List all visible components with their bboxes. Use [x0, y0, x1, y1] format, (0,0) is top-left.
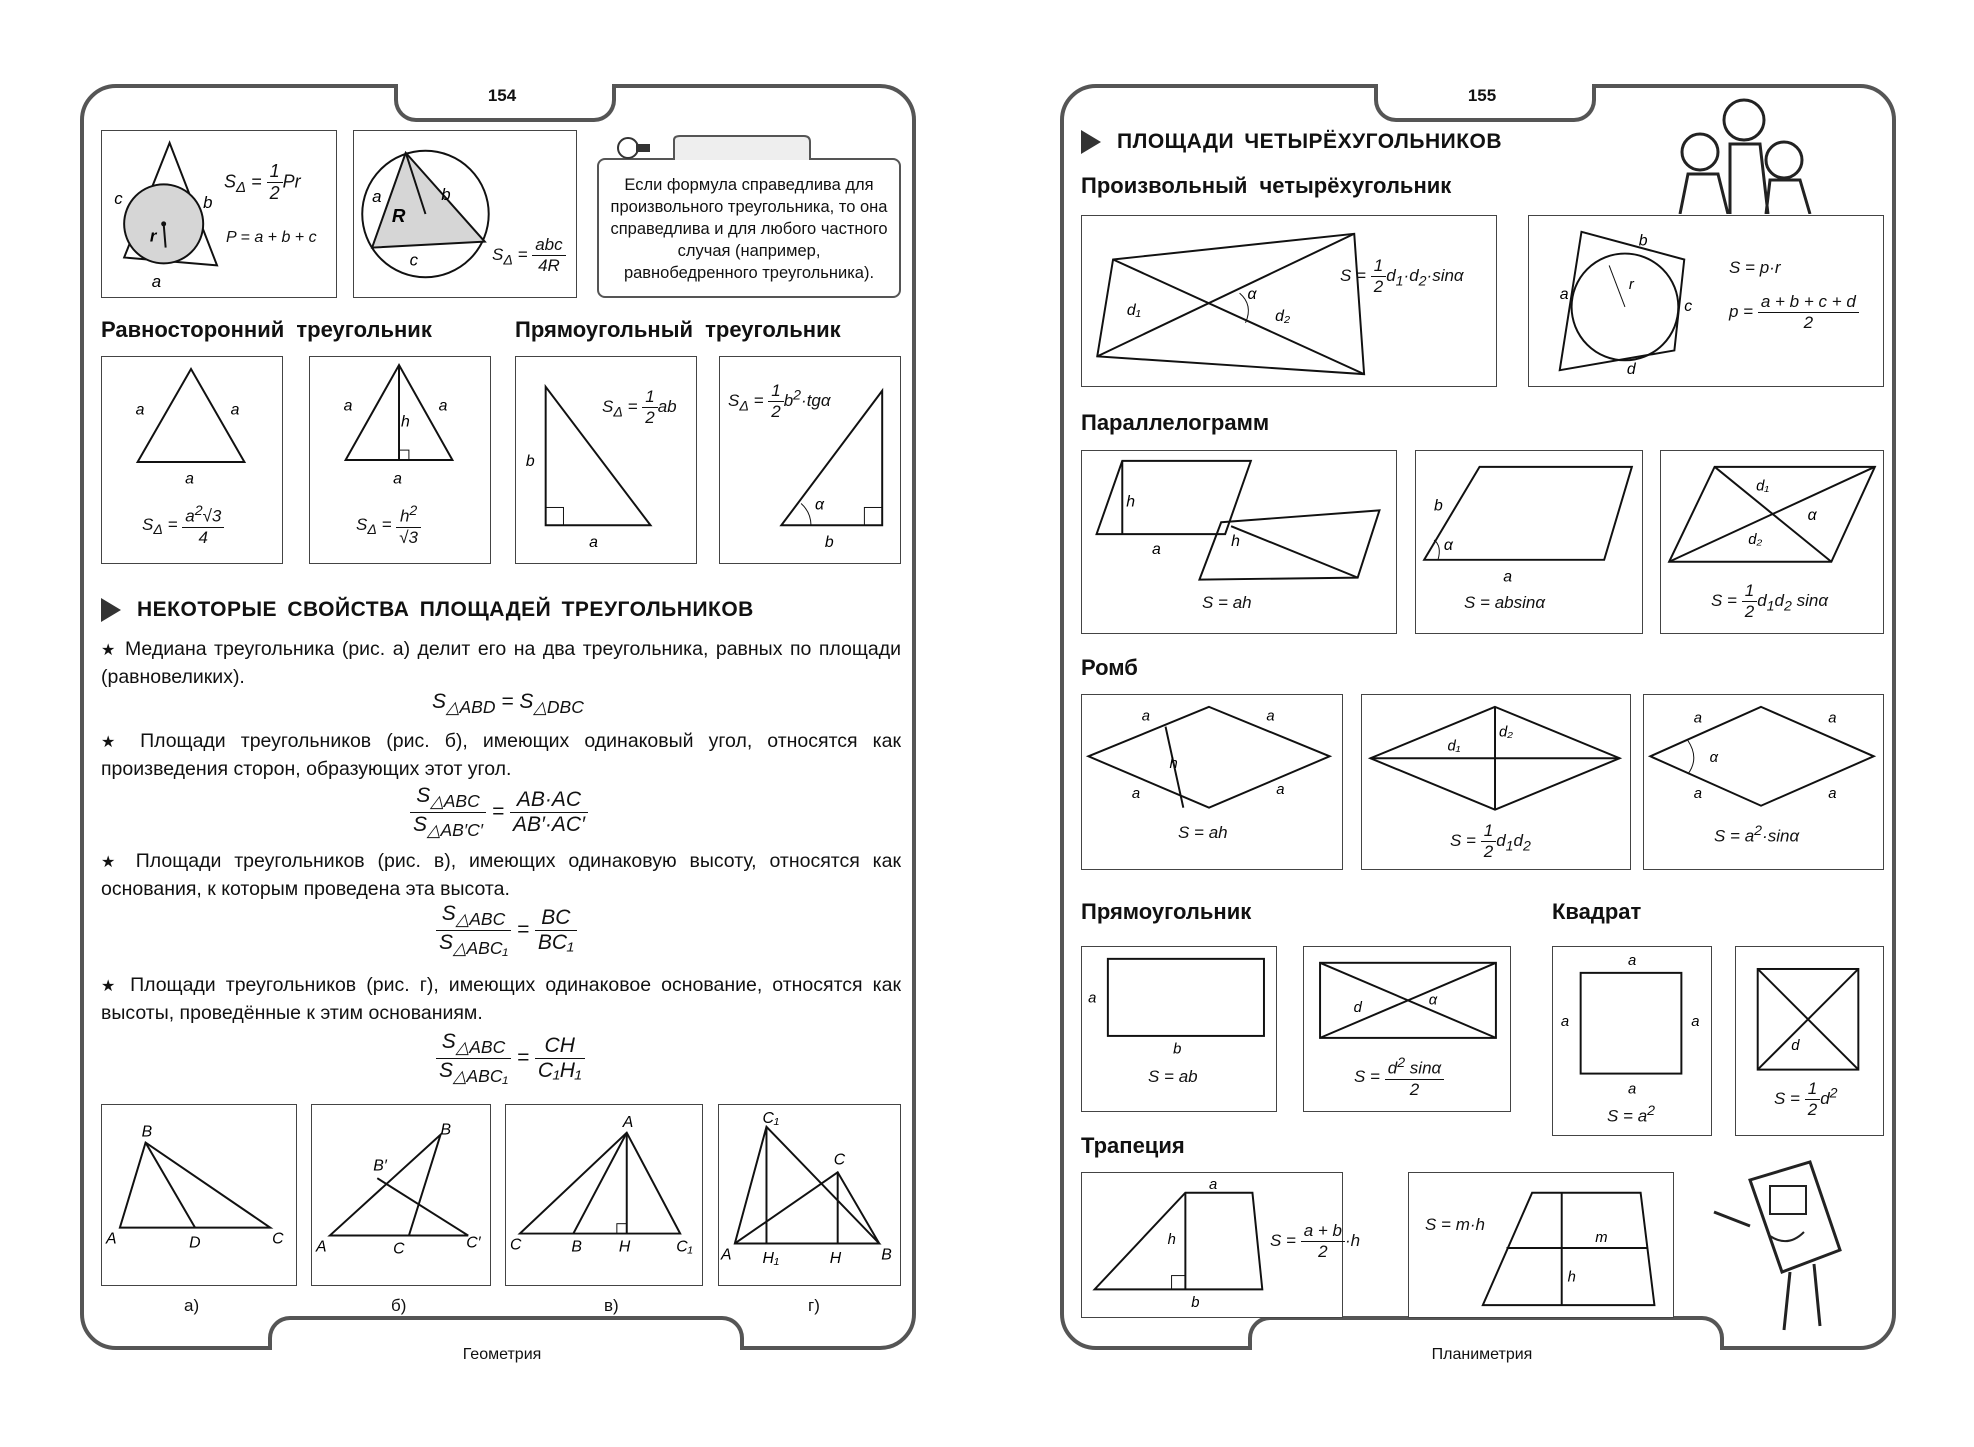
footer-tab: [268, 1316, 744, 1350]
circumscribed-circle-figure: a b c R $S_\Delta$ = $\frac{\text{abc}}{4R}$: [353, 130, 577, 298]
svg-text:A: A: [720, 1246, 732, 1264]
svg-text:b: b: [525, 452, 535, 470]
svg-text:α: α: [1247, 286, 1257, 304]
formula-base: $\frac{S_{\triangle ABC}}{S_{\triangle ABC_1}}$ = $\frac{CH}{\text{C₁H₁}}$: [436, 1030, 585, 1087]
heading-rhombus: Ромб: [1081, 655, 1138, 680]
svg-text:α: α: [1807, 507, 1817, 525]
inscribed-circle-figure: c b a r $S_\Delta$ = $\frac{1}{2}$ Pr P = a + b + c: [101, 130, 337, 298]
svg-text:h: h: [400, 413, 410, 431]
svg-text:a: a: [230, 401, 240, 419]
svg-text:a: a: [1828, 785, 1837, 802]
footer-tab: [1248, 1316, 1724, 1350]
svg-text:h: h: [1167, 1232, 1176, 1249]
svg-text:a: a: [1628, 1081, 1637, 1098]
svg-text:d₁: d₁: [1126, 301, 1141, 319]
svg-text:b: b: [1173, 1041, 1182, 1058]
tip-note: Если формула справедлива для произвольного треугольника, то она справедлива и для любого частного случая (например, равнобедренного треугольника).: [597, 158, 901, 298]
svg-text:C: C: [833, 1151, 846, 1169]
formula-median: $S_{\triangle ABD} = S_{\triangle DBC}$: [432, 690, 584, 718]
rhombus-height-figure: [1081, 694, 1343, 870]
square-diagonal-figure: d S = $\frac{1}{2}$ $d^2$: [1735, 946, 1884, 1136]
section-title-properties: НЕКОТОРЫЕ СВОЙСТВА ПЛОЩАДЕЙ ТРЕУГОЛЬНИКОВ: [101, 598, 754, 622]
svg-text:h: h: [1567, 1269, 1576, 1286]
svg-text:a: a: [1693, 710, 1703, 727]
svg-text:a: a: [1141, 708, 1151, 725]
arbitrary-quad-diagonals-figure: α d₁ d₂ S = $\frac{1}{2}$ $d_1\cdot d_2\cdot\sin\alpha$: [1081, 215, 1497, 387]
svg-text:a: a: [438, 397, 448, 415]
svg-text:D: D: [189, 1234, 201, 1252]
svg-text:r: r: [149, 226, 157, 246]
svg-text:α: α: [1443, 536, 1453, 554]
figure-a: [101, 1104, 297, 1286]
svg-text:H: H: [618, 1238, 631, 1256]
svg-text:a: a: [1151, 540, 1161, 558]
svg-text:A: A: [315, 1238, 327, 1256]
heading-right-triangle: Прямоугольный треугольник: [515, 317, 841, 342]
right-triangle-angle-figure: α b $S_\Delta$ = $\frac{1}{2}$ $b^2\cdot tg\alpha$: [719, 356, 901, 564]
svg-text:a: a: [393, 470, 402, 488]
svg-text:B: B: [141, 1123, 153, 1141]
heading-rectangle: Прямоугольник: [1081, 899, 1252, 924]
svg-text:C₁: C₁: [676, 1238, 693, 1256]
svg-text:A: A: [106, 1230, 117, 1248]
formula-angle: $\frac{S_{\triangle ABC}}{S_{\triangle AB'C'}}$ = $\frac{AB\cdot AC}{AB'\cdot AC'}$: [410, 784, 588, 841]
trapezoid-midline-figure: [1408, 1172, 1674, 1318]
svg-text:h: h: [1231, 532, 1240, 550]
svg-text:a: a: [372, 187, 382, 207]
svg-text:A: A: [622, 1113, 634, 1131]
trapezoid-height-figure: a h b S = $\frac{a + b}{2}$ ·h: [1081, 1172, 1343, 1318]
figure-b: [311, 1104, 491, 1286]
heading-equilateral: Равносторонний треугольник: [101, 317, 432, 342]
caption-a: а): [184, 1296, 200, 1315]
svg-text:α: α: [1428, 992, 1438, 1009]
rhombus-angle-figure: a a a a α $S = a^2\cdot\sin\alpha$: [1643, 694, 1884, 870]
svg-text:a: a: [1559, 286, 1569, 304]
svg-text:d₁: d₁: [1447, 738, 1461, 755]
svg-text:C: C: [272, 1230, 284, 1248]
caption-b: б): [391, 1296, 407, 1315]
svg-text:b: b: [1191, 1295, 1200, 1312]
rhombus-diagonals-figure: d₁ d₂ S = $\frac{1}{2}$ $d_1d_2$: [1361, 694, 1631, 870]
heading-trapezoid: Трапеция: [1081, 1133, 1185, 1158]
lightbulb-icon: [604, 132, 814, 162]
svg-text:α: α: [1709, 750, 1719, 767]
svg-text:a: a: [1693, 785, 1703, 802]
svg-text:B: B: [881, 1246, 892, 1264]
svg-text:h: h: [1126, 493, 1136, 511]
property-3: ★ Площади треугольников (рис. в), имеющих одинаковую высоту, относятся как основания, к которым проведена эта высота.: [101, 850, 902, 900]
svg-text:a: a: [135, 401, 145, 419]
svg-text:a: a: [343, 397, 353, 415]
svg-text:a: a: [185, 470, 194, 488]
svg-text:d: d: [1791, 1037, 1800, 1054]
svg-text:a: a: [589, 534, 598, 552]
svg-text:a: a: [1828, 710, 1837, 727]
parallelogram-angle-figure: [1415, 450, 1643, 634]
svg-text:B: B: [571, 1238, 582, 1256]
parallelogram-diagonals-figure: d₁ d₂ α S = $\frac{1}{2}$ $d_1d_2$ sinα: [1660, 450, 1884, 634]
formula: S = m·h: [1425, 1215, 1485, 1234]
svg-text:B: B: [440, 1121, 452, 1139]
svg-text:a: a: [1560, 1014, 1570, 1031]
svg-text:B′: B′: [373, 1157, 387, 1175]
section-title-quadrilaterals: ПЛОЩАДИ ЧЕТЫРЁХУГОЛЬНИКОВ: [1081, 130, 1502, 154]
svg-text:b: b: [441, 185, 451, 205]
perimeter-formula: P = a + b + c: [226, 229, 317, 246]
property-4: ★ Площади треугольников (рис. г), имеющих одинаковое основание, относятся как высоты, проведённые к этим основаниям.: [101, 974, 902, 1024]
right-triangle-figure: b a $S_\Delta$ = $\frac{1}{2}$ ab: [515, 356, 697, 564]
svg-text:c: c: [1684, 297, 1693, 315]
svg-text:a: a: [1691, 1014, 1700, 1031]
svg-text:H: H: [829, 1250, 842, 1268]
rectangle-diagonals-figure: d α S = $\frac{d^2 \sin\alpha}{2}$: [1303, 946, 1511, 1112]
svg-text:b: b: [824, 534, 834, 552]
heading-parallelogram: Параллелограмм: [1081, 410, 1270, 435]
heading-square: Квадрат: [1552, 899, 1642, 924]
svg-text:c: c: [114, 189, 123, 209]
svg-text:r: r: [1628, 277, 1634, 294]
svg-text:a: a: [1266, 708, 1275, 725]
svg-text:b: b: [1638, 232, 1648, 250]
page-number: 155: [1467, 86, 1497, 105]
svg-text:C: C: [510, 1236, 522, 1254]
formula: S = absinα: [1464, 593, 1546, 612]
equilateral-triangle-figure: a a a $S_\Delta$ = $\frac{a^2√3}{4}$: [101, 356, 283, 564]
svg-text:h: h: [1169, 756, 1178, 773]
square-side-figure: a a a a $S = a^2$: [1552, 946, 1712, 1136]
property-1: ★ Медиана треугольника (рис. а) делит его на два треугольника, равных по площади (равновеликих).: [101, 638, 902, 688]
formula: S = ah: [1178, 823, 1228, 842]
property-2: ★ Площади треугольников (рис. б), имеющих одинаковый угол, относятся как произведения сторон, образующих этот угол.: [101, 730, 902, 780]
svg-text:d₁: d₁: [1756, 478, 1770, 495]
svg-text:d₂: d₂: [1748, 531, 1763, 548]
svg-text:R: R: [391, 204, 406, 226]
caption-g: г): [808, 1296, 820, 1315]
svg-text:d₂: d₂: [1498, 724, 1513, 741]
svg-text:a: a: [1276, 781, 1285, 798]
svg-text:c: c: [409, 250, 419, 270]
book-mascot-illustration: [1700, 1140, 1880, 1340]
page-number: 154: [487, 86, 517, 105]
svg-text:d₂: d₂: [1275, 307, 1290, 325]
svg-text:α: α: [814, 496, 824, 514]
svg-text:a: a: [1131, 785, 1141, 802]
caption-v: в): [604, 1296, 619, 1315]
svg-text:d: d: [1353, 1000, 1362, 1017]
svg-text:C′: C′: [466, 1234, 481, 1252]
kids-illustration: [1640, 96, 1820, 214]
formula: S = ah: [1202, 593, 1252, 612]
rectangle-sides-figure: [1081, 946, 1277, 1112]
svg-text:m: m: [1595, 1230, 1608, 1247]
equilateral-height-figure: a a h a $S_\Delta$ = $\frac{h^2}{√3}$: [309, 356, 491, 564]
svg-text:a: a: [1503, 568, 1513, 586]
svg-text:C₁: C₁: [762, 1109, 779, 1127]
figure-v: [505, 1104, 703, 1286]
figure-g: [718, 1104, 901, 1286]
formula: S = ab: [1148, 1067, 1198, 1086]
page-footer: Планиметрия: [1431, 1346, 1533, 1363]
svg-text:a: a: [1088, 990, 1097, 1007]
arbitrary-quad-incircle-figure: b a c d r S = p·r p = $\frac{a + b + c + d}{2}$: [1528, 215, 1884, 387]
svg-text:a: a: [1209, 1176, 1218, 1193]
svg-text:H₁: H₁: [762, 1250, 779, 1268]
svg-text:a: a: [151, 272, 162, 292]
svg-text:b: b: [203, 193, 213, 213]
svg-text:b: b: [1434, 497, 1443, 515]
page-footer: Геометрия: [462, 1346, 542, 1363]
heading-arbitrary-quad: Произвольный четырёхугольник: [1081, 173, 1452, 198]
svg-text:d: d: [1626, 361, 1636, 379]
formula-height: $\frac{S_{\triangle ABC}}{S_{\triangle ABC_1}}$ = $\frac{BC}{\text{BC₁}}$: [436, 902, 577, 959]
parallelogram-height-figure: [1081, 450, 1397, 634]
svg-text:a: a: [1628, 952, 1637, 969]
svg-text:C: C: [393, 1240, 405, 1258]
